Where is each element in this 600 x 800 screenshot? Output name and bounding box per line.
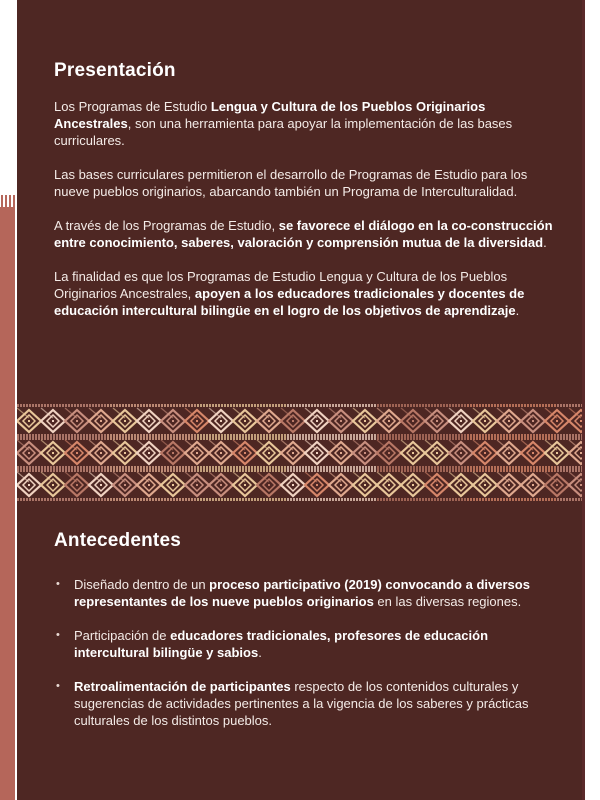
text: en las diversas regiones.	[373, 594, 522, 609]
section-title-antecedentes: Antecedentes	[54, 530, 181, 551]
text: Los Programas de Estudio	[54, 99, 211, 114]
text: La finalidad es que los Programas de Estudio Lengua y Cultura de los Pueblos Originarios Ancestrales,	[54, 269, 508, 301]
bold-text: se favorece el diálogo en la co-construcción entre conocimiento, saberes, valoración y comprensión mutua de la diversidad	[54, 218, 553, 250]
paragraph	[54, 166, 554, 200]
text: Participación de	[74, 628, 171, 643]
text: A través de los Programas de Estudio,	[54, 218, 279, 233]
bold-text: Retroalimentación de participantes	[74, 679, 291, 694]
list-item	[54, 678, 554, 729]
text: .	[543, 235, 547, 250]
text: .	[515, 303, 520, 318]
antecedentes-list	[54, 576, 554, 729]
content-panel	[17, 0, 585, 800]
text: .	[258, 645, 262, 660]
bold-text: proceso participativo (2019) convocando a diversos representantes de los nueve pueblos originarios	[74, 577, 530, 609]
text: respecto de los contenidos culturales y sugerencias de actividades pertinentes a la vigencia de los saberes y prácticas culturales de los distintos pueblos.	[74, 679, 529, 728]
antecedentes-body	[54, 576, 554, 746]
section-title-presentacion: Presentación	[54, 60, 176, 81]
text: Diseñado dentro de un	[74, 577, 210, 592]
presentacion-body	[54, 98, 554, 336]
paragraph	[54, 217, 554, 251]
text: Las bases curriculares permitieron el desarrollo de Programas de Estudio para los nueve pueblos originarios, abarcando también un Programa de Interculturalidad.	[54, 167, 528, 199]
salmon-side-band	[0, 207, 15, 800]
list-item	[54, 576, 554, 610]
bold-text: educadores tradicionales, profesores de educación intercultural bilingüe y sabios	[74, 628, 489, 660]
text: , son una herramienta para apoyar la implementación de las bases curriculares.	[54, 116, 513, 148]
paragraph	[54, 268, 554, 319]
paragraph	[54, 98, 554, 149]
bold-text: apoyen a los educadores tradicionales y docentes de educación intercultural bilingüe en el logro de los objetivos de aprendizaje	[54, 286, 525, 318]
textile-pattern-band	[17, 404, 585, 501]
bold-text: Lengua y Cultura de los Pueblos Originarios Ancestrales	[54, 99, 486, 131]
list-item	[54, 627, 554, 661]
